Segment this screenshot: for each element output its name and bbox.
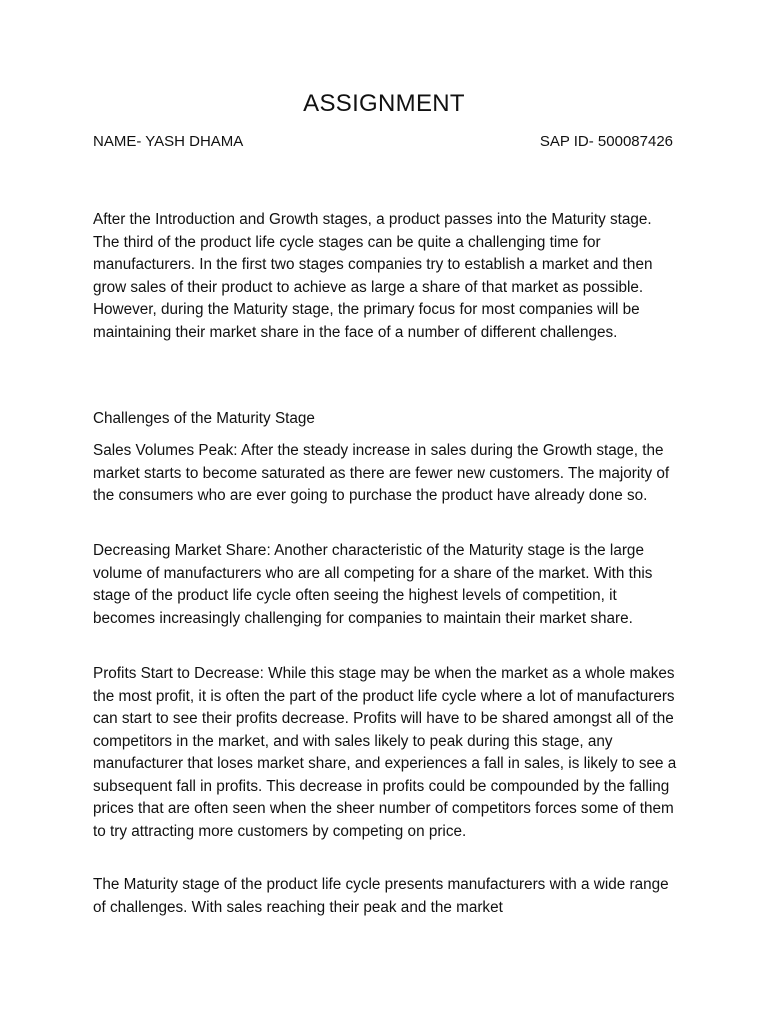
- conclusion-paragraph: The Maturity stage of the product life cycle presents manufacturers with a wide range of challenges. With sales reaching their peak and the market: [93, 876, 669, 916]
- market-share-paragraph: Decreasing Market Share: Another characteristic of the Maturity stage is the large volume of manufacturers who are all competing for a share of the market. With this stage of the product life cycle often seeing the highest levels of competition, it becomes increasingly challenging for companies to maintain their market share.: [93, 542, 653, 627]
- document-title: ASSIGNMENT: [303, 90, 465, 117]
- sales-volumes-paragraph: Sales Volumes Peak: After the steady increase in sales during the Growth stage, the market starts to become saturated as there are fewer new customers. The majority of the consumers who are ever going to purchase the product have already done so.: [93, 442, 670, 504]
- section-heading: Challenges of the Maturity Stage: [93, 410, 315, 427]
- intro-paragraph: After the Introduction and Growth stages, a product passes into the Maturity stage. The third of the product life cycle stages can be quite a challenging time for manufacturers. In the first two stages companies try to establish a market and then grow sales of their product to achieve as large a share of that market as possible. However, during the Maturity stage, the primary focus for most companies will be maintaining their market share in the face of a number of different challenges.: [93, 211, 653, 341]
- sap-id: SAP ID- 500087426: [539, 133, 673, 150]
- student-name: NAME- YASH DHAMA: [93, 133, 244, 150]
- student-info-row: [93, 133, 673, 150]
- profits-paragraph: Profits Start to Decrease: While this stage may be when the market as a whole makes the most profit, it is often the part of the product life cycle where a lot of manufacturers can start to see their profits decrease. Profits will have to be shared amongst all of the competitors in the market, and with sales likely to peak during this stage, any manufacturer that loses market share, and experiences a fall in sales, is likely to see a subsequent fall in profits. This decrease in profits could be compounded by the falling prices that are often seen when the sheer number of competitors forces some of them to try attracting more customers by competing on price.: [93, 665, 677, 840]
